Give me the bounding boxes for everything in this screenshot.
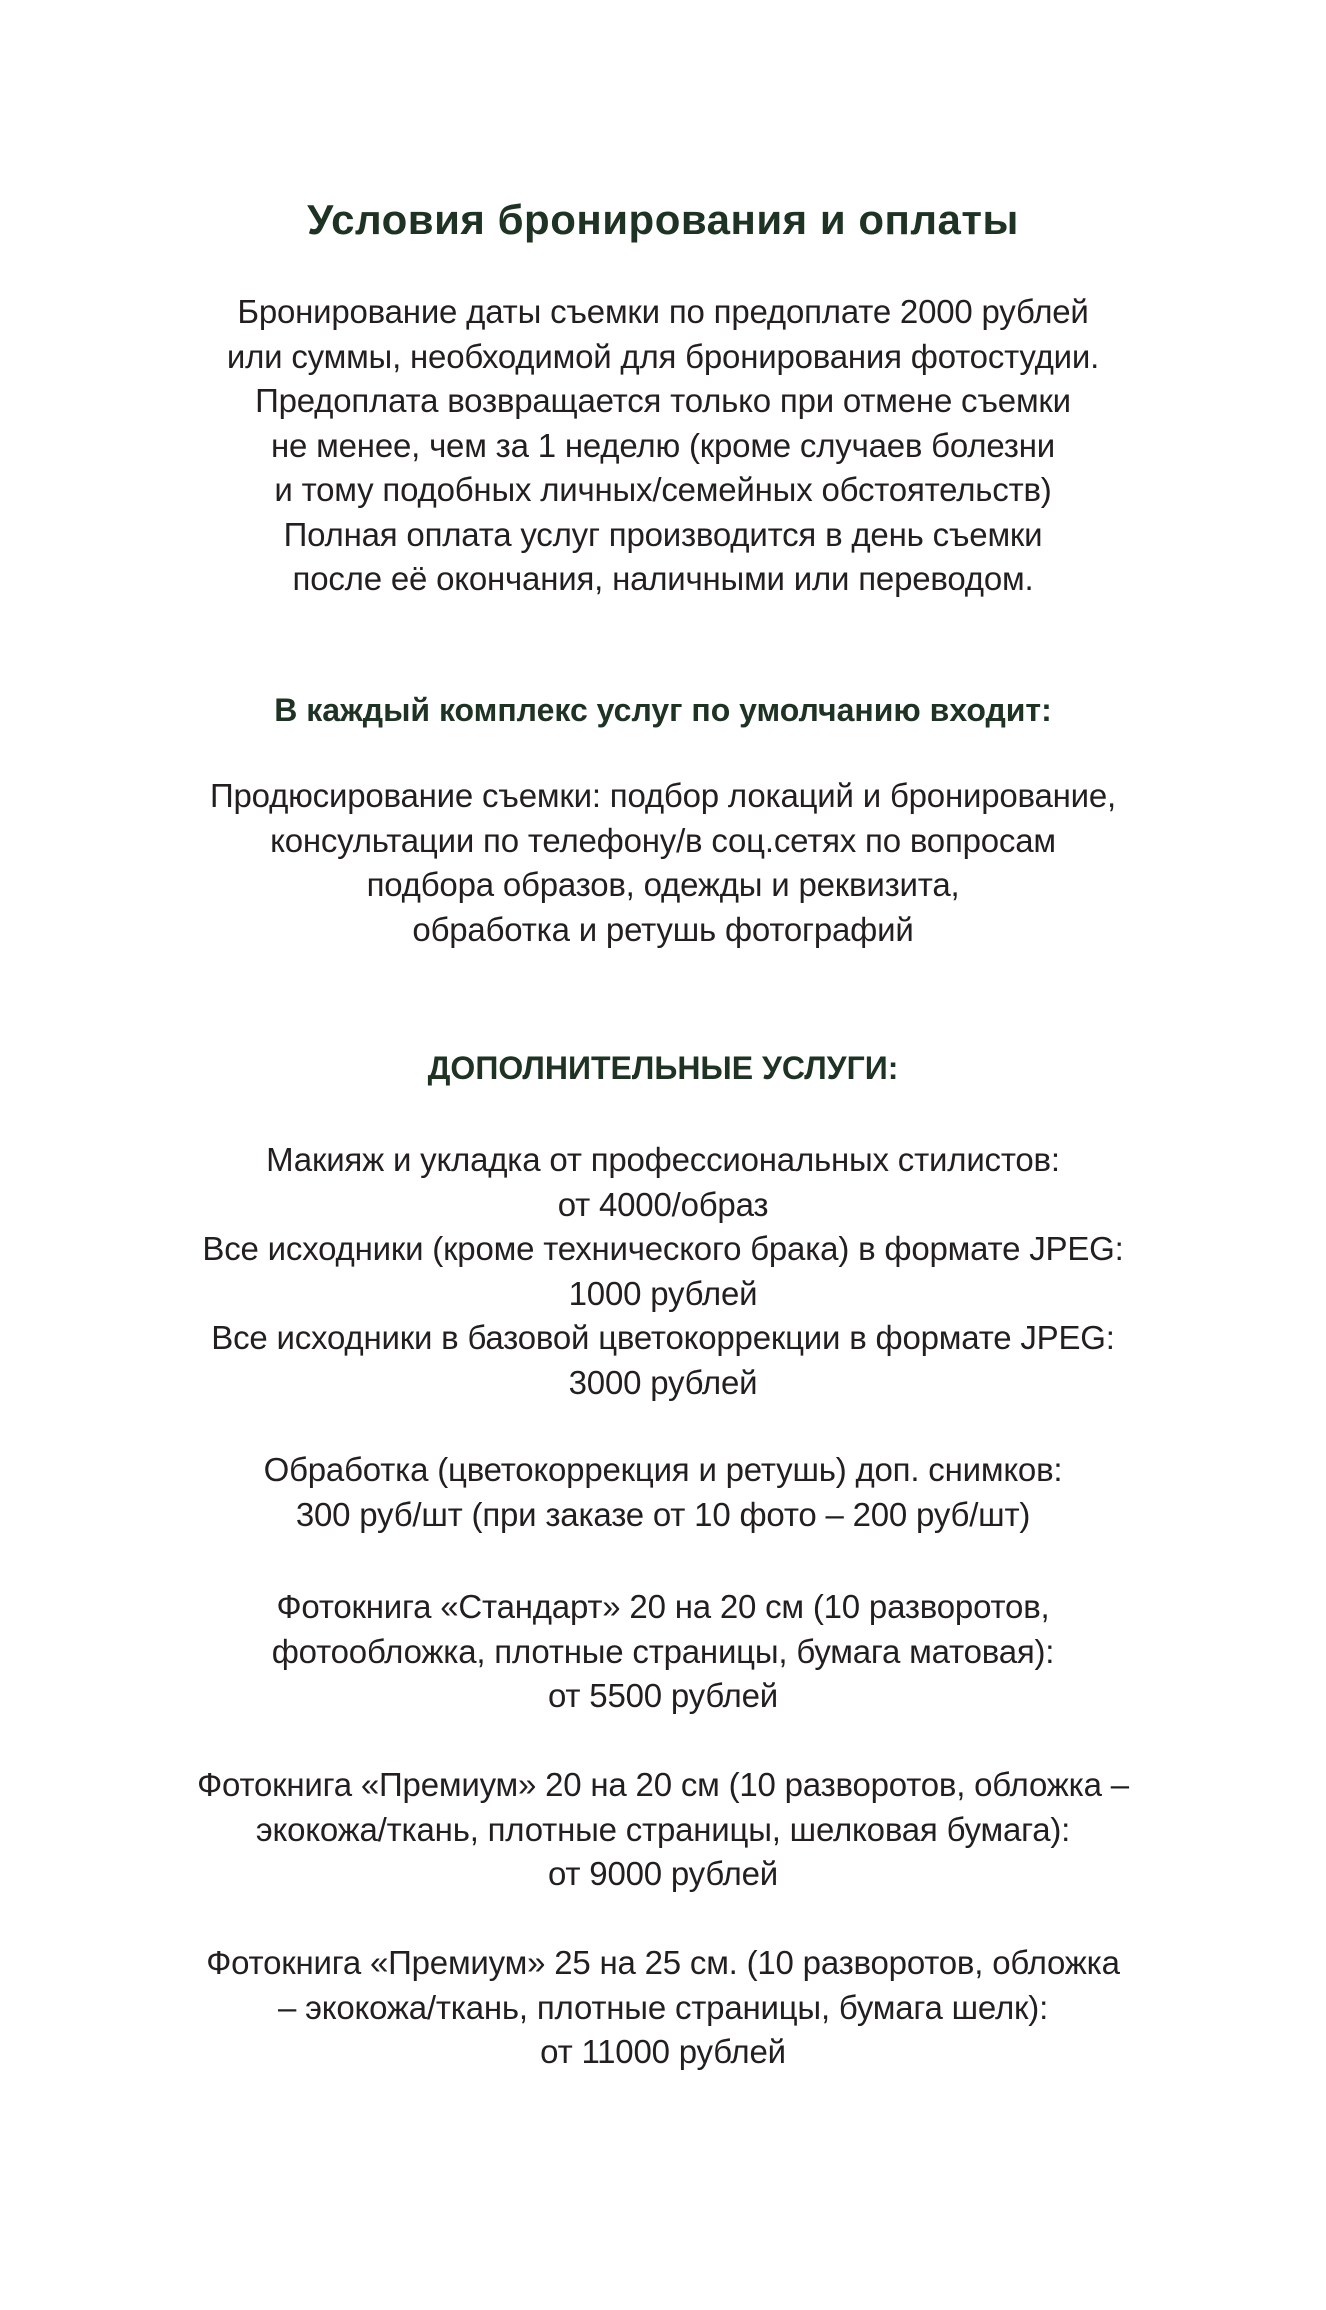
service-line: Обработка (цветокоррекция и ретушь) доп. снимков: xyxy=(263,1451,1063,1488)
service-price: от 5500 рублей xyxy=(547,1677,778,1714)
service-price: от 11000 рублей xyxy=(540,2033,786,2070)
additional-services-group-photobook-standard xyxy=(0,1585,1326,1719)
additional-services-group-photobook-premium-20 xyxy=(0,1763,1326,1897)
additional-services-group-photobook-premium-25 xyxy=(0,1941,1326,2075)
included-services-line: подбора образов, одежды и реквизита, xyxy=(366,866,960,903)
booking-terms-line: или суммы, необходимой для бронирования фотостудии. xyxy=(226,337,1100,375)
service-line: фотообложка, плотные страницы, бумага матовая): xyxy=(271,1632,1055,1670)
additional-services-group-styling-and-sources xyxy=(0,1138,1326,1405)
service-line: Фотокнига «Премиум» 25 на 25 см. (10 разворотов, обложка xyxy=(206,1944,1120,1981)
service-price: от 9000 рублей xyxy=(547,1855,778,1892)
service-line: экокожа/ткань, плотные страницы, шелковая бумага): xyxy=(255,1810,1071,1848)
service-line: Фотокнига «Стандарт» 20 на 20 см (10 разворотов, xyxy=(276,1588,1050,1625)
additional-services-heading: ДОПОЛНИТЕЛЬНЫЕ УСЛУГИ: xyxy=(427,1050,899,1086)
page-title: Условия бронирования и оплаты xyxy=(307,196,1019,243)
additional-services-group-retouching xyxy=(0,1448,1326,1537)
booking-terms-line: Предоплата возвращается только при отмене съемки xyxy=(255,382,1071,419)
service-price: от 4000/образ xyxy=(557,1185,769,1223)
included-services-line: обработка и ретушь фотографий xyxy=(412,910,914,948)
service-line: Макияж и укладка от профессиональных стилистов: xyxy=(266,1141,1060,1178)
service-line: – экокожа/ткань, плотные страницы, бумага шелк): xyxy=(277,1988,1049,2026)
included-services-heading: В каждый комплекс услуг по умолчанию входит: xyxy=(274,692,1052,728)
service-line: Фотокнига «Премиум» 20 на 20 см (10 разворотов, обложка – xyxy=(197,1766,1129,1803)
included-services-line: консультации по телефону/в соц.сетях по вопросам xyxy=(270,821,1056,859)
booking-terms-line: и тому подобных личных/семейных обстоятельств) xyxy=(274,471,1052,508)
booking-terms-line: Бронирование даты съемки по предоплате 2000 рублей xyxy=(237,293,1089,330)
included-services-line: Продюсирование съемки: подбор локаций и бронирование, xyxy=(209,777,1117,814)
service-line: Все исходники (кроме технического брака) в формате JPEG: xyxy=(202,1230,1124,1267)
booking-terms-line: после её окончания, наличными или переводом. xyxy=(292,560,1034,597)
included-services-paragraph xyxy=(0,774,1326,952)
booking-terms-line: не менее, чем за 1 неделю (кроме случаев болезни xyxy=(271,426,1055,464)
booking-terms-line: Полная оплата услуг производится в день съемки xyxy=(283,515,1043,553)
service-price: 1000 рублей xyxy=(568,1274,758,1312)
service-price: 3000 рублей xyxy=(568,1363,758,1401)
service-price: 300 руб/шт (при заказе от 10 фото – 200 руб/шт) xyxy=(295,1495,1031,1533)
service-line: Все исходники в базовой цветокоррекции в формате JPEG: xyxy=(211,1319,1115,1356)
booking-terms-paragraph xyxy=(0,290,1326,602)
